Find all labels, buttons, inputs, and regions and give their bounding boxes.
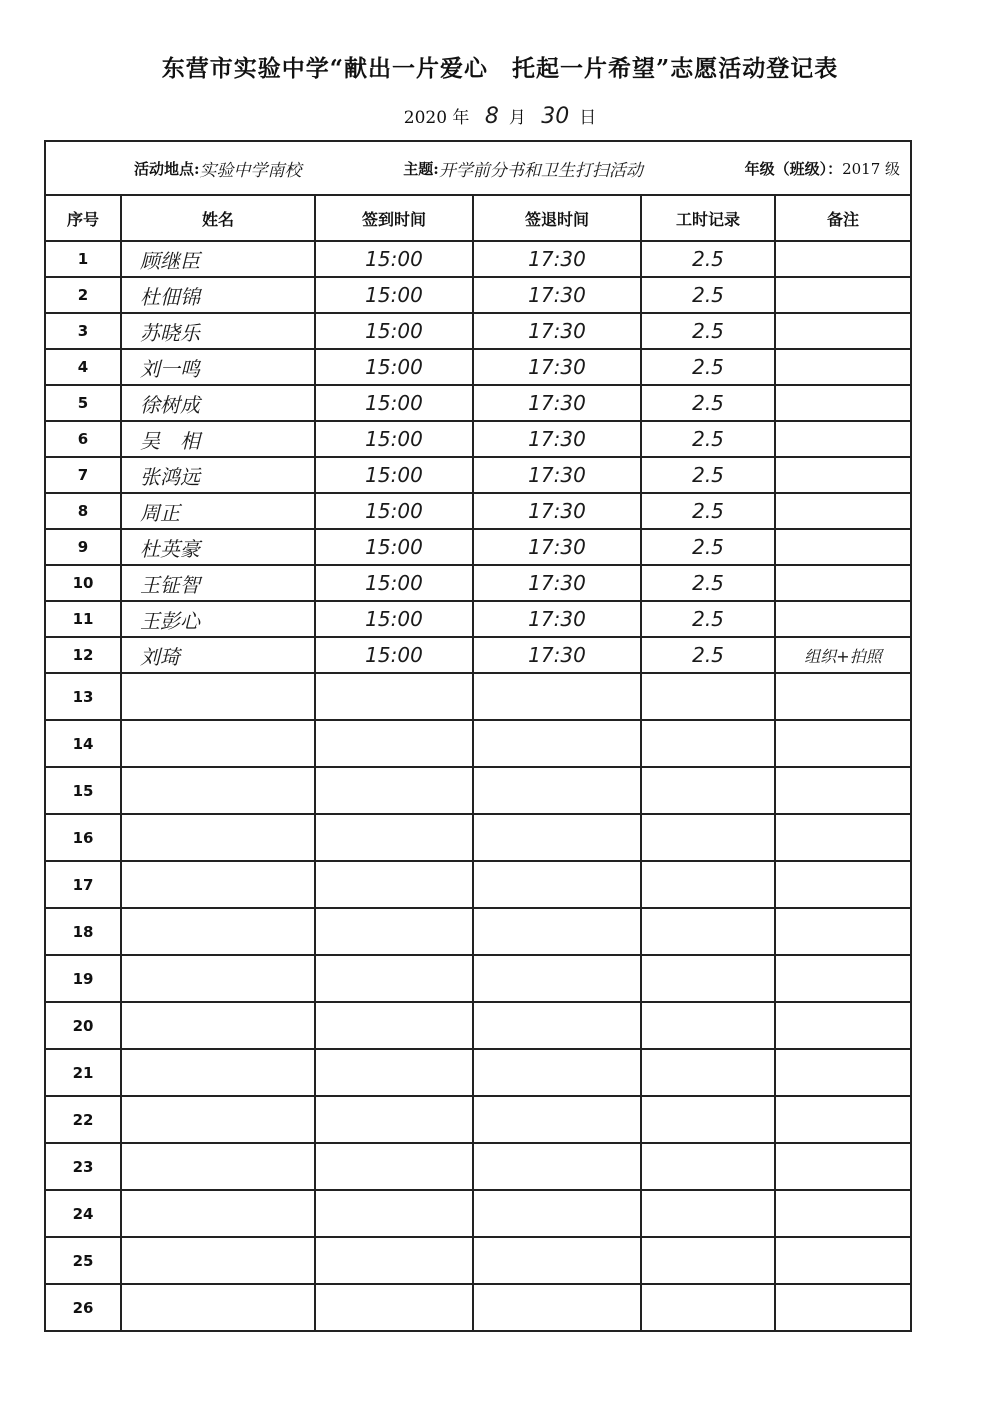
row-index: 6 xyxy=(45,421,121,457)
row-index: 22 xyxy=(45,1096,121,1143)
row-index: 1 xyxy=(45,241,121,277)
sign-out-time xyxy=(473,673,641,720)
hours-record xyxy=(641,1190,775,1237)
remark xyxy=(775,861,911,908)
remark xyxy=(775,1143,911,1190)
date-day-unit: 日 xyxy=(579,108,597,128)
remark xyxy=(775,1190,911,1237)
grade-field xyxy=(745,158,900,179)
hours-record xyxy=(641,1049,775,1096)
sign-in-time xyxy=(315,1143,473,1190)
volunteer-name: 张鸿远 xyxy=(121,457,315,493)
table-row xyxy=(45,493,911,529)
sign-out-time: 17:30 xyxy=(473,385,641,421)
volunteer-name: 王钲智 xyxy=(121,565,315,601)
row-index: 2 xyxy=(45,277,121,313)
hours-record xyxy=(641,720,775,767)
volunteer-name xyxy=(121,673,315,720)
table-row xyxy=(45,349,911,385)
row-index: 14 xyxy=(45,720,121,767)
sign-in-time: 15:00 xyxy=(315,349,473,385)
hours-record: 2.5 xyxy=(641,529,775,565)
hours-record xyxy=(641,1002,775,1049)
row-index: 24 xyxy=(45,1190,121,1237)
remark xyxy=(775,955,911,1002)
sign-out-time: 17:30 xyxy=(473,493,641,529)
row-index: 21 xyxy=(45,1049,121,1096)
hours-record: 2.5 xyxy=(641,313,775,349)
sign-in-time: 15:00 xyxy=(315,529,473,565)
header-sign-in-time: 签到时间 xyxy=(315,195,473,241)
table-row xyxy=(45,673,911,720)
sign-in-time xyxy=(315,673,473,720)
volunteer-name: 徐树成 xyxy=(121,385,315,421)
sign-out-time xyxy=(473,767,641,814)
sign-in-time xyxy=(315,908,473,955)
column-header-row xyxy=(45,195,911,241)
sign-out-time xyxy=(473,1237,641,1284)
hours-record xyxy=(641,767,775,814)
sign-out-time: 17:30 xyxy=(473,277,641,313)
row-index: 11 xyxy=(45,601,121,637)
remark xyxy=(775,767,911,814)
sign-in-time: 15:00 xyxy=(315,457,473,493)
sign-in-time xyxy=(315,814,473,861)
hours-record xyxy=(641,1143,775,1190)
table-row xyxy=(45,637,911,673)
sign-in-time xyxy=(315,955,473,1002)
sign-out-time xyxy=(473,1002,641,1049)
hours-record: 2.5 xyxy=(641,565,775,601)
remark xyxy=(775,601,911,637)
sign-in-time xyxy=(315,1096,473,1143)
hours-record: 2.5 xyxy=(641,493,775,529)
volunteer-name xyxy=(121,908,315,955)
remark xyxy=(775,673,911,720)
hours-record: 2.5 xyxy=(641,385,775,421)
header-sign-out-time: 签退时间 xyxy=(473,195,641,241)
table-row xyxy=(45,1190,911,1237)
row-index: 20 xyxy=(45,1002,121,1049)
sign-in-time xyxy=(315,861,473,908)
sign-in-time xyxy=(315,1284,473,1331)
remark xyxy=(775,277,911,313)
sign-in-time xyxy=(315,720,473,767)
table-row xyxy=(45,421,911,457)
header-index: 序号 xyxy=(45,195,121,241)
hours-record: 2.5 xyxy=(641,637,775,673)
sign-in-time xyxy=(315,767,473,814)
sign-in-time: 15:00 xyxy=(315,601,473,637)
sign-in-time: 15:00 xyxy=(315,565,473,601)
volunteer-name xyxy=(121,1143,315,1190)
sign-in-time: 15:00 xyxy=(315,637,473,673)
volunteer-name: 周正 xyxy=(121,493,315,529)
table-row xyxy=(45,1096,911,1143)
hours-record xyxy=(641,1096,775,1143)
sign-out-time: 17:30 xyxy=(473,349,641,385)
row-index: 8 xyxy=(45,493,121,529)
sign-out-time: 17:30 xyxy=(473,421,641,457)
sign-out-time xyxy=(473,861,641,908)
sign-in-time: 15:00 xyxy=(315,421,473,457)
table-row xyxy=(45,1143,911,1190)
hours-record xyxy=(641,861,775,908)
table-row xyxy=(45,814,911,861)
row-index: 25 xyxy=(45,1237,121,1284)
hours-record xyxy=(641,1284,775,1331)
row-index: 19 xyxy=(45,955,121,1002)
table-row xyxy=(45,277,911,313)
remark xyxy=(775,349,911,385)
date-month-value: 8 xyxy=(484,104,499,129)
sign-in-time xyxy=(315,1237,473,1284)
volunteer-name xyxy=(121,1049,315,1096)
hours-record: 2.5 xyxy=(641,457,775,493)
header-name: 姓名 xyxy=(121,195,315,241)
volunteer-name: 苏晓乐 xyxy=(121,313,315,349)
registration-table xyxy=(44,140,912,1332)
volunteer-name: 刘琦 xyxy=(121,637,315,673)
remark xyxy=(775,313,911,349)
remark xyxy=(775,908,911,955)
volunteer-name xyxy=(121,720,315,767)
hours-record xyxy=(641,955,775,1002)
form-date xyxy=(0,103,1000,129)
sign-in-time: 15:00 xyxy=(315,313,473,349)
remark xyxy=(775,457,911,493)
table-row xyxy=(45,767,911,814)
volunteer-name xyxy=(121,1096,315,1143)
table-row xyxy=(45,1284,911,1331)
sign-in-time: 15:00 xyxy=(315,385,473,421)
sign-out-time: 17:30 xyxy=(473,637,641,673)
table-row xyxy=(45,955,911,1002)
hours-record: 2.5 xyxy=(641,277,775,313)
volunteer-name xyxy=(121,1002,315,1049)
hours-record: 2.5 xyxy=(641,349,775,385)
table-row xyxy=(45,861,911,908)
sign-out-time xyxy=(473,908,641,955)
activity-info-cell xyxy=(45,141,911,195)
sign-out-time xyxy=(473,720,641,767)
row-index: 18 xyxy=(45,908,121,955)
table-row xyxy=(45,1237,911,1284)
theme-label: 主题: xyxy=(403,159,439,178)
row-index: 13 xyxy=(45,673,121,720)
hours-record: 2.5 xyxy=(641,421,775,457)
sign-out-time: 17:30 xyxy=(473,457,641,493)
sign-out-time: 17:30 xyxy=(473,529,641,565)
table-row xyxy=(45,385,911,421)
remark xyxy=(775,1096,911,1143)
date-year: 2020 年 xyxy=(403,108,470,128)
table-row xyxy=(45,1002,911,1049)
row-index: 5 xyxy=(45,385,121,421)
table-row xyxy=(45,313,911,349)
date-month-unit: 月 xyxy=(508,108,526,128)
volunteer-name xyxy=(121,814,315,861)
sign-in-time: 15:00 xyxy=(315,241,473,277)
row-index: 3 xyxy=(45,313,121,349)
sign-in-time: 15:00 xyxy=(315,277,473,313)
location-value: 实验中学南校 xyxy=(199,160,302,181)
remark xyxy=(775,720,911,767)
hours-record: 2.5 xyxy=(641,241,775,277)
table-row xyxy=(45,720,911,767)
hours-record xyxy=(641,908,775,955)
sign-out-time xyxy=(473,1096,641,1143)
header-remarks: 备注 xyxy=(775,195,911,241)
hours-record xyxy=(641,814,775,861)
remark xyxy=(775,814,911,861)
row-index: 12 xyxy=(45,637,121,673)
volunteer-name xyxy=(121,955,315,1002)
volunteer-name: 王彭心 xyxy=(121,601,315,637)
date-day-value: 30 xyxy=(541,104,570,129)
sign-in-time xyxy=(315,1049,473,1096)
form-title: 东营市实验中学“献出一片爱心 托起一片希望”志愿活动登记表 xyxy=(161,55,839,82)
remark xyxy=(775,1002,911,1049)
sign-out-time xyxy=(473,814,641,861)
row-index: 26 xyxy=(45,1284,121,1331)
volunteer-name: 杜佃锦 xyxy=(121,277,315,313)
sign-out-time xyxy=(473,955,641,1002)
header-hours: 工时记录 xyxy=(641,195,775,241)
hours-record xyxy=(641,1237,775,1284)
volunteer-name xyxy=(121,767,315,814)
remark xyxy=(775,385,911,421)
volunteer-name xyxy=(121,1237,315,1284)
row-index: 9 xyxy=(45,529,121,565)
table-row xyxy=(45,529,911,565)
remark xyxy=(775,529,911,565)
sign-in-time xyxy=(315,1002,473,1049)
volunteer-name: 刘一鸣 xyxy=(121,349,315,385)
activity-info-row xyxy=(45,141,911,195)
sign-out-time: 17:30 xyxy=(473,313,641,349)
table-row xyxy=(45,457,911,493)
theme-value: 开学前分书和卫生打扫活动 xyxy=(438,160,643,181)
sign-out-time: 17:30 xyxy=(473,241,641,277)
volunteer-name xyxy=(121,861,315,908)
sign-out-time xyxy=(473,1143,641,1190)
hours-record xyxy=(641,673,775,720)
row-index: 17 xyxy=(45,861,121,908)
row-index: 4 xyxy=(45,349,121,385)
sign-in-time: 15:00 xyxy=(315,493,473,529)
row-index: 23 xyxy=(45,1143,121,1190)
row-index: 16 xyxy=(45,814,121,861)
row-index: 15 xyxy=(45,767,121,814)
grade-value: 2017 级 xyxy=(842,159,901,178)
sign-out-time: 17:30 xyxy=(473,601,641,637)
remark xyxy=(775,241,911,277)
remark xyxy=(775,1049,911,1096)
volunteer-name: 顾继臣 xyxy=(121,241,315,277)
theme-field xyxy=(403,156,643,181)
sign-out-time xyxy=(473,1190,641,1237)
row-index: 10 xyxy=(45,565,121,601)
volunteer-name xyxy=(121,1284,315,1331)
location-field xyxy=(134,156,302,181)
sign-out-time xyxy=(473,1049,641,1096)
remark xyxy=(775,1237,911,1284)
row-index: 7 xyxy=(45,457,121,493)
sign-out-time: 17:30 xyxy=(473,565,641,601)
table-row xyxy=(45,241,911,277)
remark xyxy=(775,1284,911,1331)
table-row xyxy=(45,1049,911,1096)
grade-label: 年级（班级）： xyxy=(744,159,843,178)
volunteer-name xyxy=(121,1190,315,1237)
volunteer-name: 吴 相 xyxy=(121,421,315,457)
location-label: 活动地点: xyxy=(134,159,200,178)
remark xyxy=(775,421,911,457)
table-row xyxy=(45,908,911,955)
remark: 组织+拍照 xyxy=(775,637,911,673)
remark xyxy=(775,493,911,529)
table-row xyxy=(45,565,911,601)
sign-in-time xyxy=(315,1190,473,1237)
hours-record: 2.5 xyxy=(641,601,775,637)
table-row xyxy=(45,601,911,637)
remark xyxy=(775,565,911,601)
sign-out-time xyxy=(473,1284,641,1331)
volunteer-name: 杜英豪 xyxy=(121,529,315,565)
